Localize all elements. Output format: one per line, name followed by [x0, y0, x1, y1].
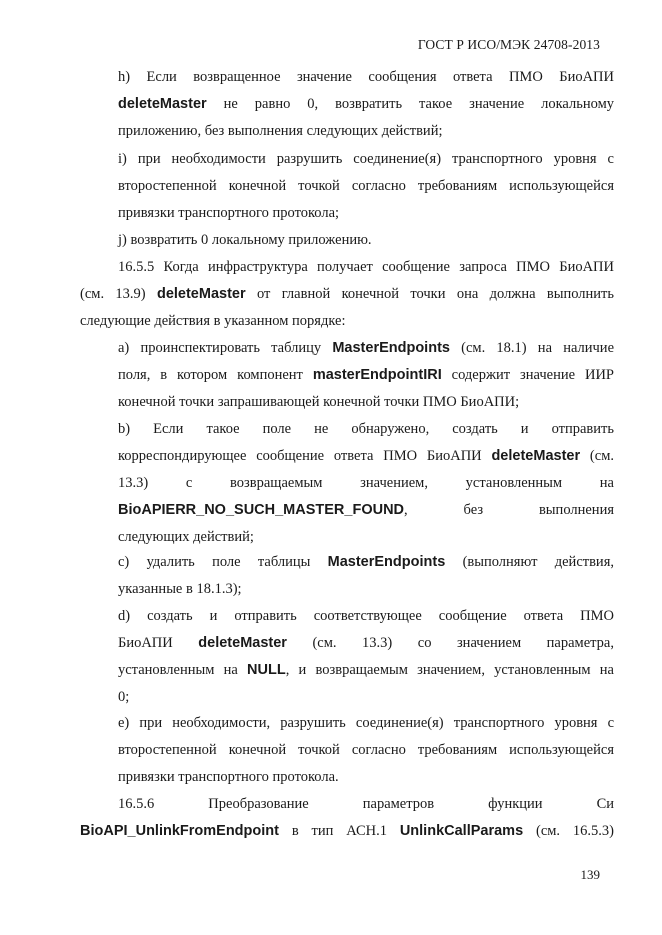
clause-16-5-5-line-3: следующие действия в указанном порядке: — [80, 313, 346, 329]
code-deletemaster: deleteMaster — [491, 448, 581, 464]
item-i-line-3: привязки транспортного протокола; — [118, 205, 340, 221]
item-e-line-1: e) при необходимости, разрушить соединение(я) транспортного уровня с — [118, 715, 614, 731]
item-a-line-1: a) проинспектировать таблицу MasterEndpoints (см. 18.1) на наличие — [118, 340, 614, 356]
code-null: NULL — [247, 662, 286, 678]
item-b-line-1: b) Если такое поле не обнаружено, создать и отправить — [118, 421, 614, 437]
code-deletemaster: deleteMaster — [118, 96, 207, 112]
item-e-line-3: привязки транспортного протокола. — [118, 769, 339, 785]
item-d-line-4: 0; — [118, 689, 130, 705]
item-c — [80, 549, 614, 603]
code-unlinkcallparams: UnlinkCallParams — [399, 823, 524, 839]
clause-16-5-5-line-1: 16.5.5 Когда инфраструктура получает сообщение запроса ПМО БиоАПИ — [118, 259, 614, 275]
item-b-line-3: 13.3) с возвращаемым значением, установленным на — [118, 475, 614, 491]
clause-16-5-6 — [80, 791, 614, 845]
item-c-line-2: указанные в 18.1.3); — [118, 581, 242, 597]
item-d-line-2: БиоАПИ deleteMaster (см. 13.3) со значением параметра, — [118, 635, 614, 651]
clause-16-5-5-line-2: (см. 13.9) deleteMaster от главной конечной точки она должна выполнить — [80, 286, 614, 302]
page-number: 139 — [580, 867, 600, 882]
code-masterendpointiri: masterEndpointIRI — [312, 367, 442, 383]
item-b — [80, 416, 614, 551]
item-a — [80, 335, 614, 416]
item-j-line-1: j) возвратить 0 локальному приложению. — [118, 232, 372, 248]
code-bioapi-unlinkfromendpoint: BioAPI_UnlinkFromEndpoint — [80, 823, 279, 839]
item-h-line-1: h) Если возвращенное значение сообщения ответа ПМО БиоАПИ — [118, 69, 614, 85]
item-i-line-1: i) при необходимости разрушить соединение(я) транспортного уровня с — [118, 151, 614, 167]
item-d-line-3: установленным на NULL, и возвращаемым значением, установленным на — [118, 662, 614, 678]
code-masterendpoints: MasterEndpoints — [332, 340, 450, 356]
item-i-line-2: второстепенной конечной точкой согласно требованиям использующейся — [118, 178, 614, 194]
clause-16-5-6-line-2: BioAPI_UnlinkFromEndpoint в тип АСН.1 UnlinkCallParams (см. 16.5.3) — [80, 823, 614, 839]
item-b-line-5: следующих действий; — [118, 529, 254, 545]
item-b-line-2: корреспондирующее сообщение ответа ПМО БиоАПИ deleteMaster (см. — [118, 448, 614, 464]
item-b-line-4: BioAPIERR_NO_SUCH_MASTER_FOUND, без выполнения — [118, 502, 614, 518]
item-h-line-3: приложению, без выполнения следующих действий; — [118, 123, 443, 139]
code-deletemaster: deleteMaster — [198, 635, 287, 651]
code-bioapierr-no-such-master-found: BioAPIERR_NO_SUCH_MASTER_FOUND — [118, 502, 405, 518]
item-h-line-2: deleteMaster не равно 0, возвратить такое значение локальному — [118, 96, 614, 112]
item-a-line-3: конечной точки запрашивающей конечной точки ПМО БиоАПИ; — [118, 394, 520, 410]
item-h — [80, 64, 614, 145]
item-j — [80, 227, 614, 254]
item-i — [80, 146, 614, 227]
code-masterendpoints: MasterEndpoints — [327, 554, 446, 570]
item-c-line-1: c) удалить поле таблицы MasterEndpoints (выполняют действия, — [118, 554, 614, 570]
item-d — [80, 603, 614, 711]
item-e — [80, 710, 614, 791]
clause-16-5-6-line-1: 16.5.6 Преобразование параметров функции Си — [118, 796, 614, 812]
code-deletemaster: deleteMaster — [156, 286, 246, 302]
item-a-line-2: поля, в котором компонент masterEndpointIRI содержит значение ИИР — [118, 367, 614, 383]
clause-16-5-5 — [80, 254, 614, 335]
item-d-line-1: d) создать и отправить соответствующее сообщение ответа ПМО — [118, 608, 614, 624]
item-e-line-2: второстепенной конечной точкой согласно требованиям использующейся — [118, 742, 614, 758]
standard-header: ГОСТ Р ИСО/МЭК 24708-2013 — [417, 37, 600, 52]
